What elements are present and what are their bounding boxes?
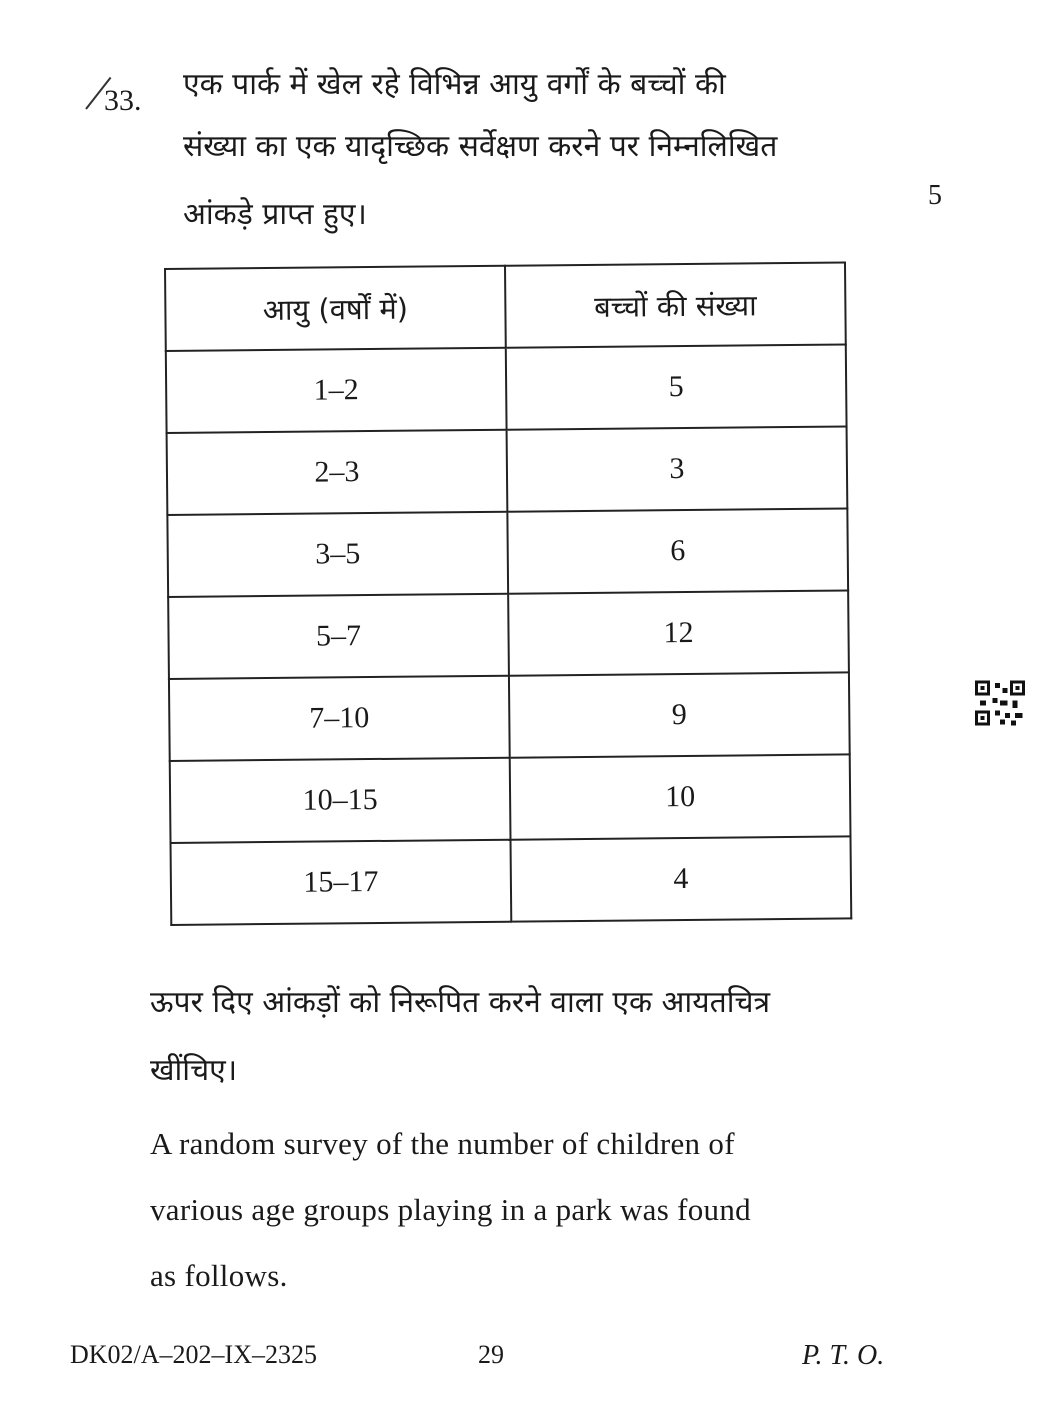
table-row	[169, 672, 850, 761]
footer-page-number: 29	[478, 1340, 504, 1369]
age-cell: 3–5	[167, 512, 508, 597]
age-cell: 1–2	[166, 348, 507, 433]
count-cell: 5	[506, 344, 847, 429]
english-line-1: A random survey of the number of children of	[150, 1126, 735, 1161]
table-row	[171, 836, 852, 925]
count-cell: 6	[507, 508, 848, 593]
table-row	[166, 344, 847, 433]
count-cell: 10	[510, 754, 851, 839]
table-row	[167, 426, 848, 515]
age-cell: 10–15	[170, 758, 511, 843]
age-cell: 5–7	[168, 594, 509, 679]
instruction-hindi-line-2: खींचिए।	[150, 1053, 238, 1088]
question-hindi-line-2: संख्या का एक यादृच्छिक सर्वेक्षण करने पर निम्नलिखित	[183, 129, 778, 164]
age-count-table	[164, 261, 852, 926]
age-cell: 7–10	[169, 676, 510, 761]
footer-code: DK02/A–202–IX–2325	[70, 1340, 317, 1369]
age-cell: 2–3	[167, 430, 508, 515]
count-cell: 3	[507, 426, 848, 511]
qr-code-icon	[975, 680, 1025, 726]
table-row	[167, 508, 848, 597]
question-hindi-line-3: आंकड़े प्राप्त हुए।	[183, 197, 367, 232]
english-line-3: as follows.	[150, 1258, 288, 1293]
instruction-hindi-line-1: ऊपर दिए आंकड़ों को निरूपित करने वाला एक आयतचित्र	[150, 985, 771, 1020]
count-cell: 4	[511, 836, 852, 921]
count-cell: 9	[509, 672, 850, 757]
question-number: 33.	[104, 84, 142, 117]
footer-pto: P. T. O.	[802, 1340, 885, 1371]
age-cell: 15–17	[171, 840, 512, 925]
question-hindi-line-1: एक पार्क में खेल रहे विभिन्न आयु वर्गों के बच्चों की	[183, 67, 726, 102]
count-cell: 12	[508, 590, 849, 675]
table-header-row	[165, 262, 846, 351]
header-count: बच्चों की संख्या	[505, 262, 846, 347]
table-row	[170, 754, 851, 843]
table-row	[168, 590, 849, 679]
marks-label: 5	[928, 180, 942, 211]
header-age: आयु (वर्षों में)	[165, 266, 506, 351]
english-line-2: various age groups playing in a park was found	[150, 1192, 751, 1227]
